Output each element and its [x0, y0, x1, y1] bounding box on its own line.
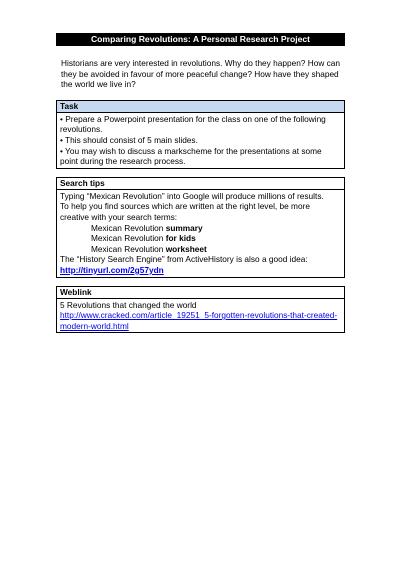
weblink-section	[56, 286, 345, 334]
search-term	[60, 233, 341, 244]
document-content	[56, 33, 345, 333]
weblink-heading: Weblink	[57, 287, 344, 299]
task-item: • Prepare a Powerpoint presentation for the class on one of the following revolutions.	[60, 113, 326, 135]
search-tip-text: To help you find sources which are written at the right level, be more creative with your search terms:	[60, 201, 310, 222]
search-term	[60, 223, 341, 234]
task-heading: Task	[57, 101, 344, 113]
search-tips-body	[57, 190, 344, 277]
search-term-suffix: for kids	[165, 233, 196, 244]
search-tips-heading: Search tips	[57, 178, 344, 190]
weblink-body	[57, 299, 344, 333]
task-section	[56, 100, 345, 169]
document-title: Comparing Revolutions: A Personal Research Project	[56, 33, 345, 46]
search-tip-text: The “History Search Engine” from ActiveHistory is also a good idea:	[60, 254, 308, 265]
search-term-base: Mexican Revolution	[91, 243, 166, 254]
search-term	[60, 244, 341, 255]
search-term-suffix: summary	[165, 222, 203, 233]
intro-paragraph: Historians are very interested in revolutions. Why do they happen? How can they be avoided in favour of more peaceful change? How have they shaped the world we live in?	[56, 57, 345, 91]
search-term-suffix: worksheet	[165, 243, 207, 254]
search-term-base: Mexican Revolution	[91, 222, 166, 233]
cracked-article-link[interactable]: http://www.cracked.com/article_19251_5-forgotten-revolutions-that-created-modern-world.html	[60, 310, 338, 331]
search-tip-text: Typing “Mexican Revolution” into Google will produce millions of results.	[60, 190, 324, 201]
task-item: • You may wish to discuss a markscheme for the presentations at some point during the research process.	[60, 145, 322, 167]
search-tips-section	[56, 177, 345, 278]
search-term-base: Mexican Revolution	[91, 233, 166, 244]
history-search-engine-link[interactable]: http://tinyurl.com/2g57ydn	[60, 264, 164, 275]
task-item: • This should consist of 5 main slides.	[60, 134, 198, 145]
task-body	[57, 113, 344, 168]
weblink-text: 5 Revolutions that changed the world	[60, 299, 197, 310]
